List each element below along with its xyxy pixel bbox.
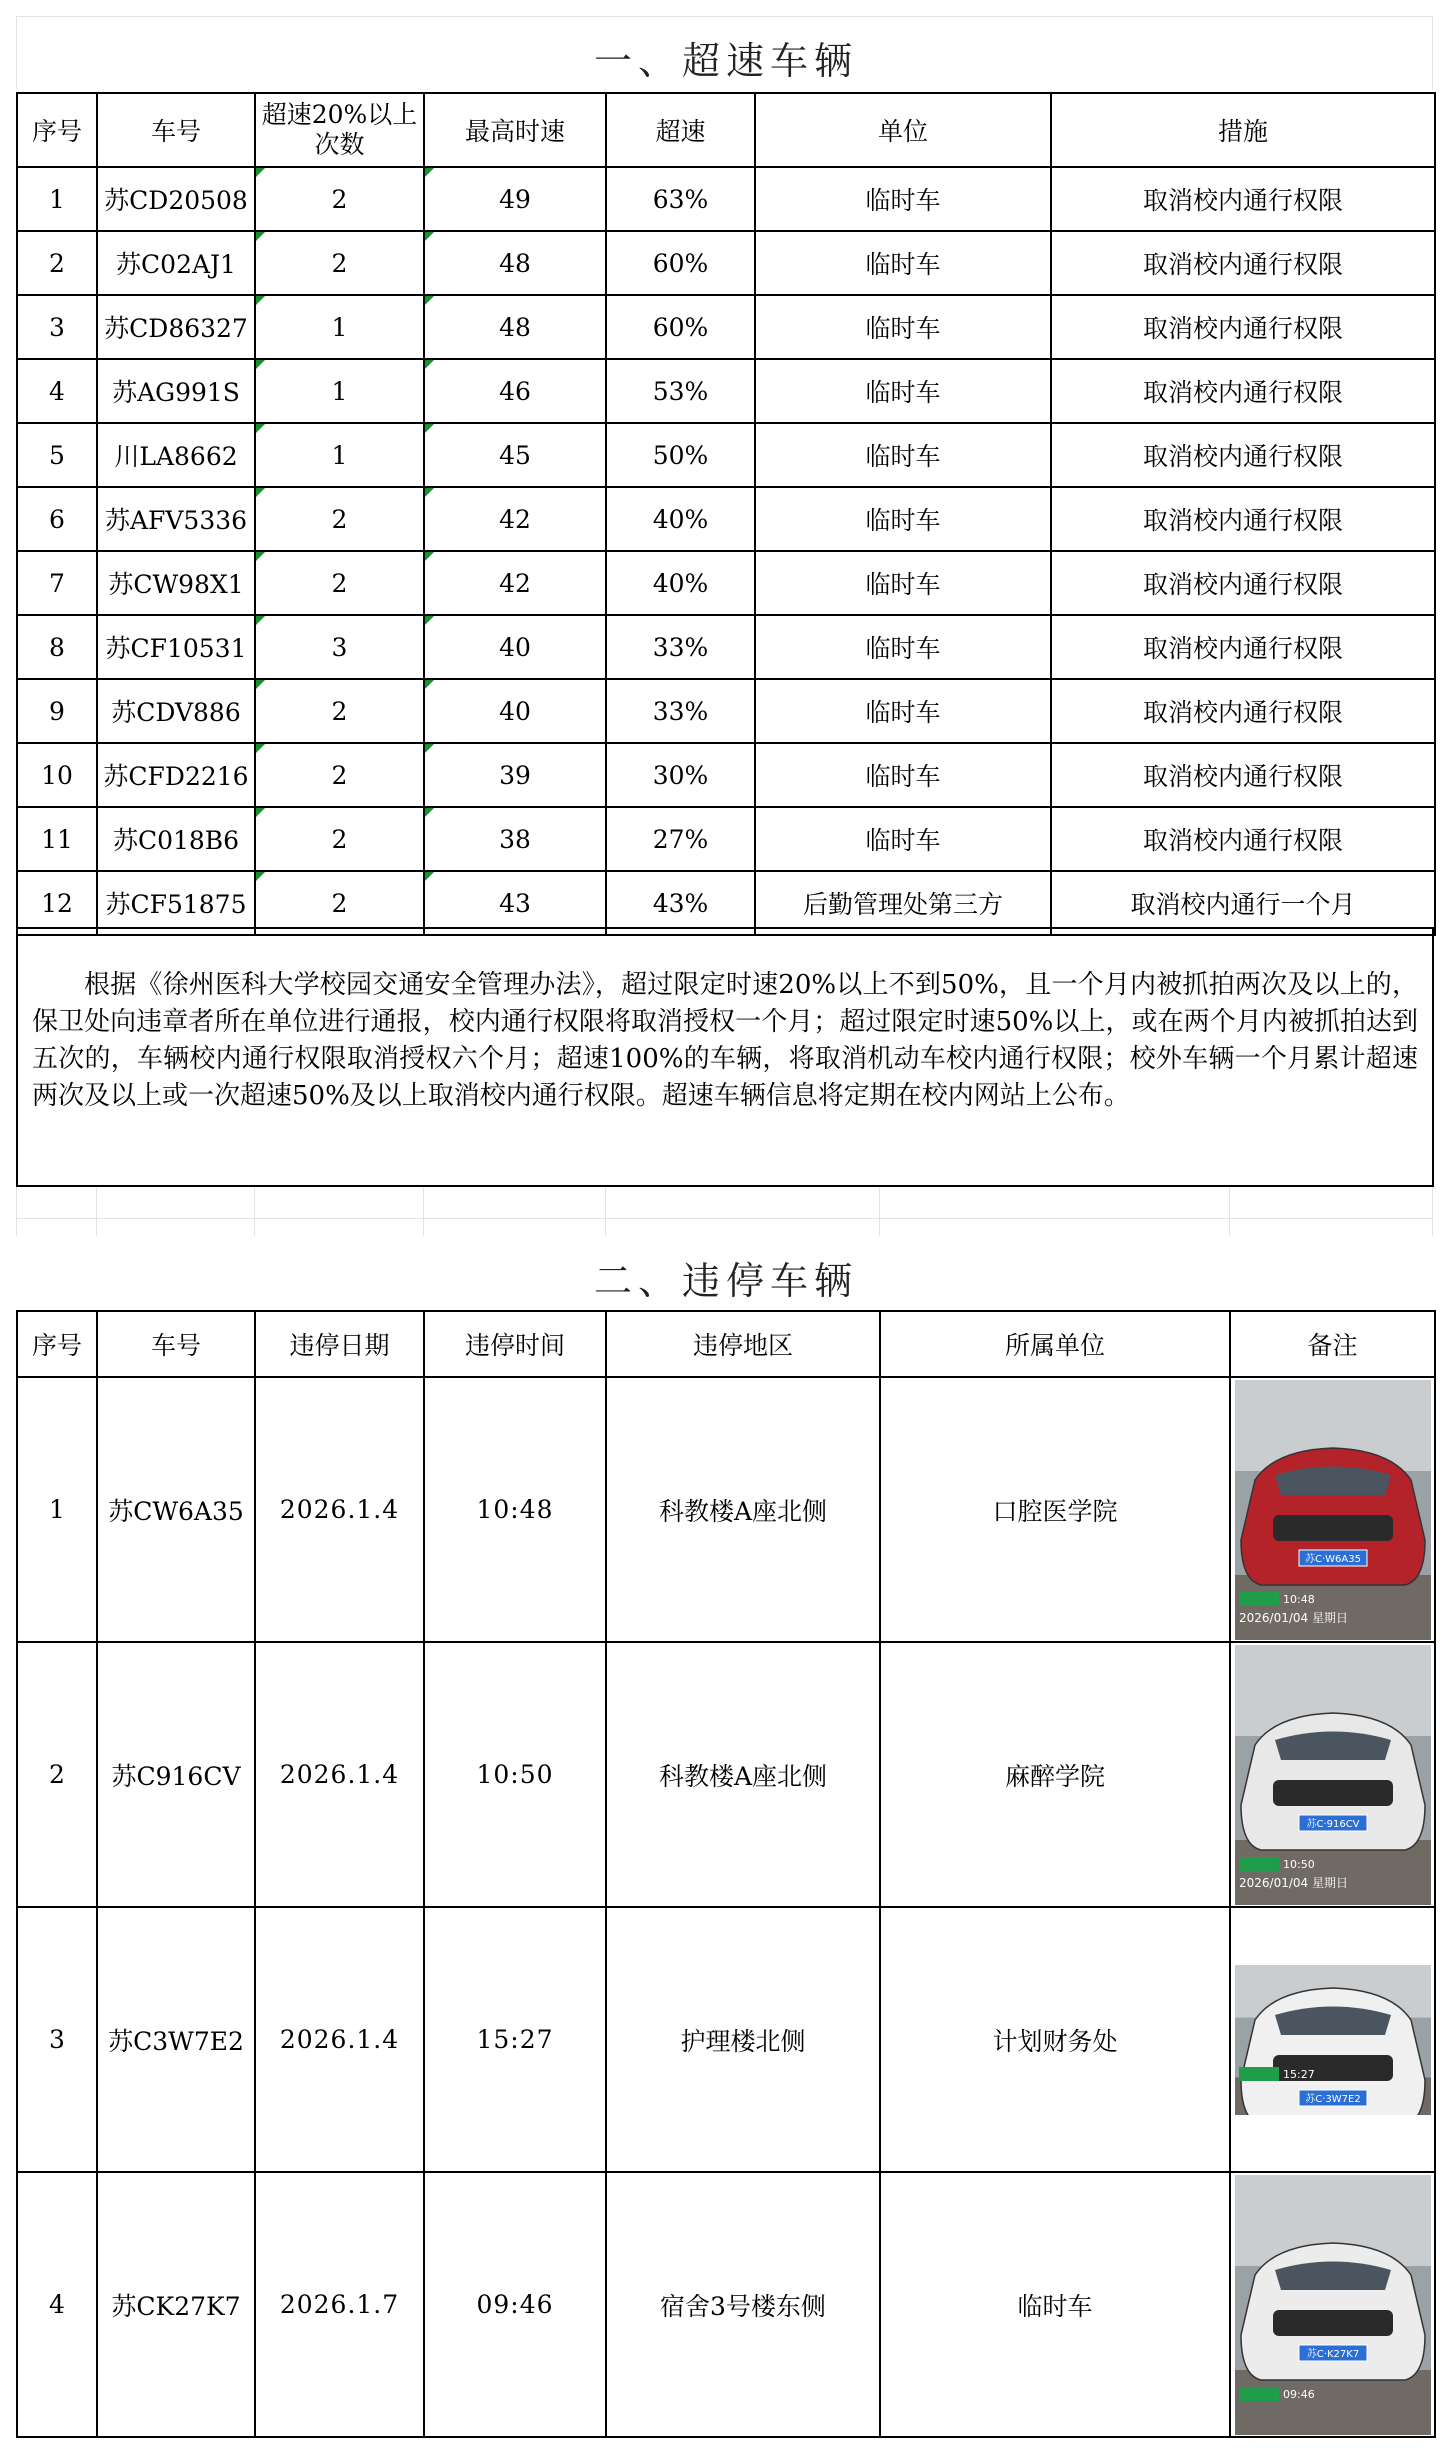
cell-unit: 临时车 [755, 487, 1051, 551]
cell-measure: 取消校内通行权限 [1051, 423, 1435, 487]
cell-plate: 苏CFD2216 [97, 743, 255, 807]
cell-index: 12 [17, 871, 97, 935]
cell-department: 临时车 [880, 2172, 1230, 2437]
svg-text:苏C·W6A35: 苏C·W6A35 [1304, 1553, 1361, 1565]
svg-text:15:27: 15:27 [1282, 2067, 1315, 2081]
parking-row [17, 1642, 1435, 1907]
cell-over-percent: 30% [606, 743, 755, 807]
cell-measure: 取消校内通行权限 [1051, 295, 1435, 359]
car-photo-image [1235, 1645, 1431, 1905]
cell-index: 6 [17, 487, 97, 551]
cell-area: 宿舍3号楼东侧 [606, 2172, 880, 2437]
header-remark: 备注 [1230, 1311, 1435, 1377]
cell-count: 2 [255, 551, 424, 615]
cell-plate: 苏C018B6 [97, 807, 255, 871]
header-index: 序号 [17, 1311, 97, 1377]
cell-max-speed: 43 [424, 871, 606, 935]
cell-area: 科教楼A座北侧 [606, 1642, 880, 1907]
cell-index: 2 [17, 1642, 97, 1907]
cell-date: 2026.1.7 [255, 2172, 424, 2437]
svg-text:苏C·916CV: 苏C·916CV [1305, 1818, 1360, 1830]
cell-measure: 取消校内通行一个月 [1051, 871, 1435, 935]
cell-over-percent: 50% [606, 423, 755, 487]
cell-count: 2 [255, 231, 424, 295]
violation-photo[interactable] [1235, 2175, 1431, 2435]
cell-plate: 苏CW98X1 [97, 551, 255, 615]
cell-over-percent: 43% [606, 871, 755, 935]
cell-over-percent: 33% [606, 615, 755, 679]
grid-row-line [16, 1218, 1432, 1219]
car-photo-image [1235, 1380, 1431, 1640]
header-measure: 措施 [1051, 93, 1435, 167]
cell-index: 2 [17, 231, 97, 295]
cell-unit: 临时车 [755, 231, 1051, 295]
cell-count: 2 [255, 487, 424, 551]
parking-row [17, 2172, 1435, 2437]
cell-plate: 苏CF51875 [97, 871, 255, 935]
header-count-line2: 次数 [314, 130, 365, 159]
cell-plate: 苏C3W7E2 [97, 1907, 255, 2172]
cell-plate: 苏CDV886 [97, 679, 255, 743]
cell-unit: 临时车 [755, 807, 1051, 871]
cell-time: 09:46 [424, 2172, 606, 2437]
cell-time: 10:50 [424, 1642, 606, 1907]
svg-text:09:46: 09:46 [1282, 2387, 1315, 2401]
speeding-header-row [17, 93, 1435, 167]
speeding-row [17, 743, 1435, 807]
cell-plate: 苏CW6A35 [97, 1377, 255, 1642]
cell-photo [1230, 1377, 1435, 1642]
cell-max-speed: 42 [424, 487, 606, 551]
cell-index: 3 [17, 1907, 97, 2172]
parking-row [17, 1907, 1435, 2172]
car-photo-image [1235, 1965, 1431, 2115]
cell-measure: 取消校内通行权限 [1051, 615, 1435, 679]
header-area: 违停地区 [606, 1311, 880, 1377]
cell-measure: 取消校内通行权限 [1051, 231, 1435, 295]
cell-unit: 临时车 [755, 167, 1051, 231]
cell-over-percent: 33% [606, 679, 755, 743]
speeding-row [17, 295, 1435, 359]
cell-count: 1 [255, 423, 424, 487]
header-count [255, 93, 424, 167]
cell-area: 科教楼A座北侧 [606, 1377, 880, 1642]
cell-unit: 临时车 [755, 295, 1051, 359]
cell-index: 4 [17, 2172, 97, 2437]
car-photo-image [1235, 2175, 1431, 2435]
cell-index: 5 [17, 423, 97, 487]
cell-max-speed: 39 [424, 743, 606, 807]
cell-time: 10:48 [424, 1377, 606, 1642]
cell-max-speed: 46 [424, 359, 606, 423]
cell-index: 3 [17, 295, 97, 359]
cell-department: 麻醉学院 [880, 1642, 1230, 1907]
cell-max-speed: 48 [424, 295, 606, 359]
cell-max-speed: 48 [424, 231, 606, 295]
cell-max-speed: 38 [424, 807, 606, 871]
speeding-row [17, 167, 1435, 231]
cell-plate: 苏CD20508 [97, 167, 255, 231]
cell-max-speed: 40 [424, 679, 606, 743]
speeding-row [17, 487, 1435, 551]
header-plate: 车号 [97, 93, 255, 167]
cell-max-speed: 49 [424, 167, 606, 231]
cell-time: 15:27 [424, 1907, 606, 2172]
header-date: 违停日期 [255, 1311, 424, 1377]
cell-measure: 取消校内通行权限 [1051, 551, 1435, 615]
speeding-row [17, 359, 1435, 423]
cell-index: 7 [17, 551, 97, 615]
cell-count: 3 [255, 615, 424, 679]
cell-index: 11 [17, 807, 97, 871]
cell-unit: 临时车 [755, 615, 1051, 679]
cell-unit: 临时车 [755, 359, 1051, 423]
header-unit: 单位 [755, 93, 1051, 167]
header-time: 违停时间 [424, 1311, 606, 1377]
cell-unit: 后勤管理处第三方 [755, 871, 1051, 935]
cell-over-percent: 60% [606, 231, 755, 295]
cell-department: 计划财务处 [880, 1907, 1230, 2172]
cell-date: 2026.1.4 [255, 1642, 424, 1907]
svg-text:2026/01/04 星期日: 2026/01/04 星期日 [1238, 1875, 1348, 1890]
header-over-percent: 超速 [606, 93, 755, 167]
cell-index: 9 [17, 679, 97, 743]
svg-text:10:50: 10:50 [1282, 1857, 1315, 1871]
svg-text:苏C·3W7E2: 苏C·3W7E2 [1304, 2093, 1361, 2105]
cell-measure: 取消校内通行权限 [1051, 167, 1435, 231]
speeding-row [17, 871, 1435, 935]
cell-date: 2026.1.4 [255, 1377, 424, 1642]
cell-unit: 临时车 [755, 423, 1051, 487]
header-plate: 车号 [97, 1311, 255, 1377]
cell-plate: 苏AG991S [97, 359, 255, 423]
parking-header-row [17, 1311, 1435, 1377]
svg-text:10:48: 10:48 [1282, 1592, 1315, 1606]
violation-photo[interactable] [1235, 1380, 1431, 1640]
cell-plate: 苏AFV5336 [97, 487, 255, 551]
cell-max-speed: 42 [424, 551, 606, 615]
header-department: 所属单位 [880, 1311, 1230, 1377]
header-index: 序号 [17, 93, 97, 167]
cell-over-percent: 53% [606, 359, 755, 423]
svg-text:2026/01/04 星期日: 2026/01/04 星期日 [1238, 1610, 1348, 1625]
cell-plate: 川LA8662 [97, 423, 255, 487]
cell-index: 10 [17, 743, 97, 807]
cell-area: 护理楼北侧 [606, 1907, 880, 2172]
cell-unit: 临时车 [755, 679, 1051, 743]
cell-measure: 取消校内通行权限 [1051, 359, 1435, 423]
parking-title: 二、违停车辆 [593, 1259, 858, 1303]
speeding-row [17, 679, 1435, 743]
cell-count: 2 [255, 679, 424, 743]
cell-plate: 苏CK27K7 [97, 2172, 255, 2437]
cell-index: 4 [17, 359, 97, 423]
speeding-section [16, 16, 1436, 1196]
svg-text:苏C·K27K7: 苏C·K27K7 [1306, 2348, 1359, 2360]
parking-section [16, 1228, 1436, 2448]
speeding-title: 一、超速车辆 [593, 39, 858, 83]
regulation-note-text: 根据《徐州医科大学校园交通安全管理办法》，超过限定时速20%以上不到50%，且一个月内被抓拍两次及以上的，保卫处向违章者所在单位进行通报，校内通行权限将取消授权一个月；超过限定时速50%以上，或在两个月内被抓拍达到五次的，车辆校内通行权限取消授权六个月；超速100%的车辆，将取消机动车校内通行权限；校外车辆一个月累计超速两次及以上或一次超速50%及以上取消校内通行权限。超速车辆信息将定期在校内网站上公布。 [32, 970, 1418, 1111]
cell-unit: 临时车 [755, 551, 1051, 615]
cell-index: 8 [17, 615, 97, 679]
cell-measure: 取消校内通行权限 [1051, 487, 1435, 551]
cell-plate: 苏C916CV [97, 1642, 255, 1907]
cell-max-speed: 45 [424, 423, 606, 487]
cell-department: 口腔医学院 [880, 1377, 1230, 1642]
cell-measure: 取消校内通行权限 [1051, 807, 1435, 871]
header-count-line1: 超速20%以上 [261, 100, 418, 129]
speeding-row [17, 807, 1435, 871]
cell-count: 2 [255, 743, 424, 807]
cell-count: 2 [255, 871, 424, 935]
parking-table [16, 1310, 1436, 2438]
cell-count: 1 [255, 295, 424, 359]
cell-count: 2 [255, 807, 424, 871]
speeding-table [16, 92, 1436, 936]
cell-over-percent: 40% [606, 551, 755, 615]
speeding-row [17, 423, 1435, 487]
cell-over-percent: 63% [606, 167, 755, 231]
cell-index: 1 [17, 167, 97, 231]
parking-row [17, 1377, 1435, 1642]
cell-plate: 苏CF10531 [97, 615, 255, 679]
speeding-row [17, 615, 1435, 679]
cell-over-percent: 40% [606, 487, 755, 551]
cell-date: 2026.1.4 [255, 1907, 424, 2172]
violation-photo[interactable] [1235, 1965, 1431, 2115]
speeding-row [17, 551, 1435, 615]
cell-over-percent: 27% [606, 807, 755, 871]
violation-photo[interactable] [1235, 1645, 1431, 1905]
cell-index: 1 [17, 1377, 97, 1642]
cell-max-speed: 40 [424, 615, 606, 679]
cell-count: 1 [255, 359, 424, 423]
cell-measure: 取消校内通行权限 [1051, 679, 1435, 743]
regulation-note [16, 927, 1434, 1187]
header-max-speed: 最高时速 [424, 93, 606, 167]
cell-photo [1230, 1907, 1435, 2172]
cell-photo [1230, 1642, 1435, 1907]
cell-photo [1230, 2172, 1435, 2437]
cell-over-percent: 60% [606, 295, 755, 359]
cell-count: 2 [255, 167, 424, 231]
speeding-row [17, 231, 1435, 295]
cell-measure: 取消校内通行权限 [1051, 743, 1435, 807]
cell-plate: 苏C02AJ1 [97, 231, 255, 295]
cell-unit: 临时车 [755, 743, 1051, 807]
cell-plate: 苏CD86327 [97, 295, 255, 359]
